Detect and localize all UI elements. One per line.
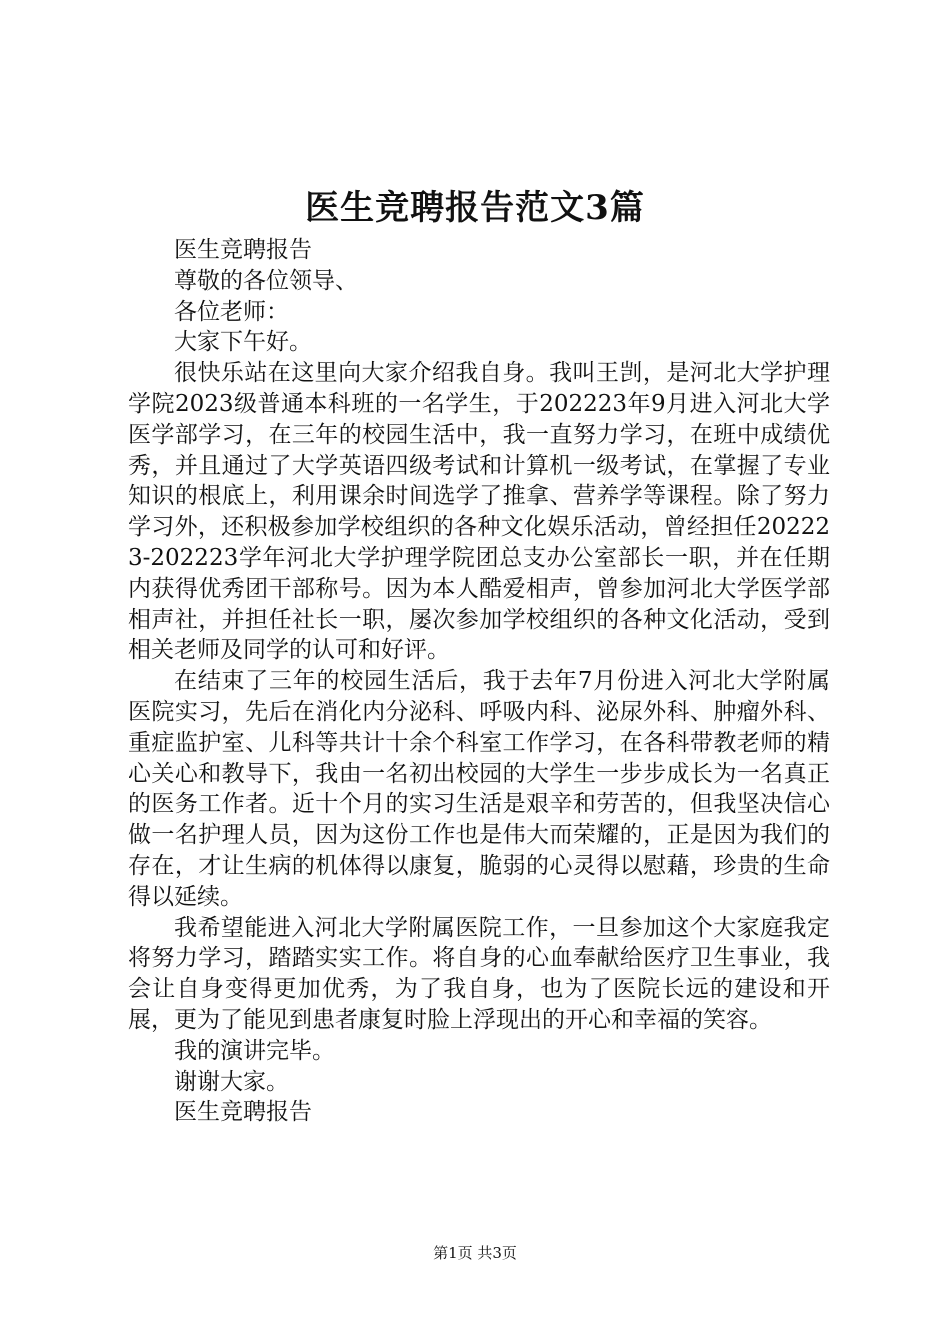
document-title: 医生竞聘报告范文3篇 <box>305 188 645 228</box>
page-number: 第1页 共3页 <box>433 1244 517 1262</box>
paragraph-internship: 在结束了三年的校园生活后，我于去年7月份进入河北大学附属医院实习，先后在消化内分泌科、呼吸内科、泌尿外科、肿瘤外科、重症监护室、儿科等共计十余个科室工作学习，在各科带教老师的精心关心和教导下，我由一名初出校园的大学生一步步成长为一名真正的医务工作者。近十个月的实习生活是艰辛和劳苦的，但我坚决信心做一名护理人员，因为这份工作也是伟大而荣耀的，正是因为我们的存在，才让生病的机体得以康复，脆弱的心灵得以慰藉，珍贵的生命得以延续。 <box>128 668 830 910</box>
paragraph-aspiration: 我希望能进入河北大学附属医院工作，一旦参加这个大家庭我定将努力学习，踏踏实实工作。将自身的心血奉献给医疗卫生事业，我会让自身变得更加优秀，为了我自身，也为了医院长远的建设和开展，更为了能见到患者康复时脸上浮现出的开心和幸福的笑容。 <box>128 914 830 1033</box>
paragraph-closing: 我的演讲完毕。 <box>174 1037 335 1064</box>
paragraph-next-heading: 医生竞聘报告 <box>174 1099 312 1126</box>
paragraph-thanks: 谢谢大家。 <box>174 1068 289 1095</box>
paragraph-self-introduction: 很快乐站在这里向大家介绍我自身。我叫王剀，是河北大学护理学院2023级普通本科班的一名学生，于202223年9月进入河北大学医学部学习，在三年的校园生活中，我一直努力学习，在班中成绩优秀，并且通过了大学英语四级考试和计算机一级考试，在掌握了专业知识的根底上，利用课余时间选学了推拿、营养学等课程。除了努力学习外，还积极参加学校组织的各种文化娱乐活动，曾经担任202223-202223学年河北大学护理学院团总支办公室部长一职，并在任期内获得优秀团干部称号。因为本人酷爱相声，曾参加河北大学医学部相声社，并担任社长一职，屡次参加学校组织的各种文化活动，受到相关老师及同学的认可和好评。 <box>128 360 830 664</box>
document-body <box>128 235 830 1128</box>
paragraph-greeting: 大家下午好。 <box>174 329 312 356</box>
paragraph-salutation-leaders: 尊敬的各位领导、 <box>174 267 358 294</box>
paragraph-heading: 医生竞聘报告 <box>174 237 312 263</box>
paragraph-salutation-teachers: 各位老师： <box>174 298 289 325</box>
